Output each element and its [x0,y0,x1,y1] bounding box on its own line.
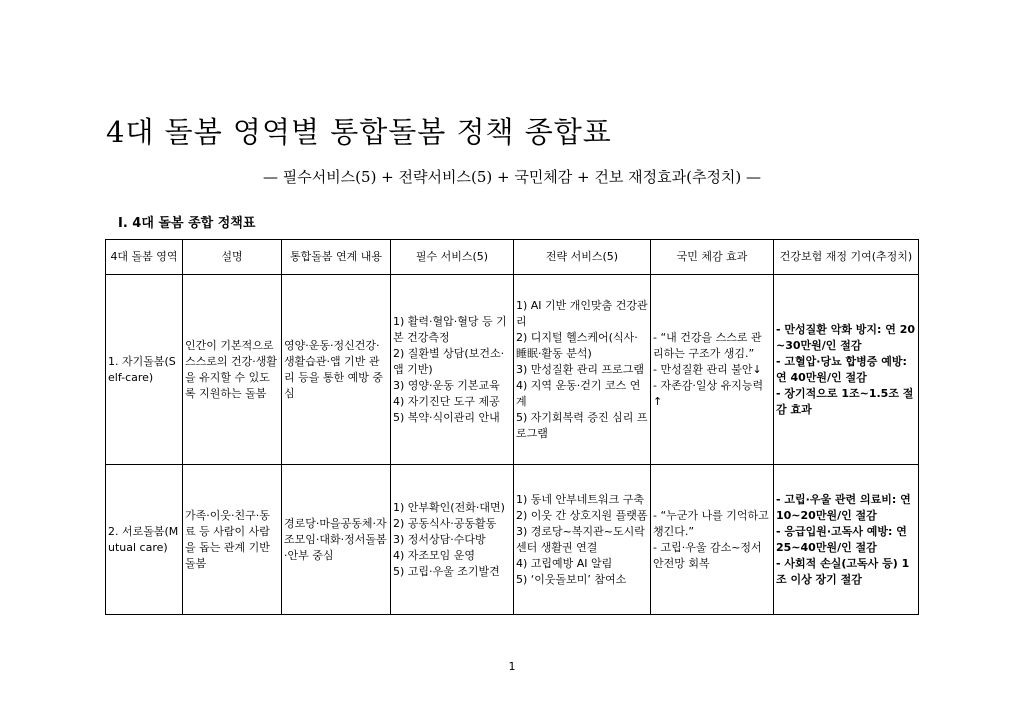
cell-integration: 영양·운동·정신건강·생활습관·앱 기반 관리 등을 통한 예방 중심 [282,275,391,465]
effect-item: - “누군가 나를 기억하고 챙긴다.” [653,508,769,538]
essential-item: 4) 자조모임 운영 [393,548,476,562]
table-row [106,275,919,465]
policy-table [105,239,919,615]
essential-item: 3) 영양·운동 기본교육 [393,378,500,392]
effect-item: - 자존감·일상 유지능력↑ [653,378,764,408]
header-essential: 필수 서비스(5) [391,240,514,275]
cell-essential [391,465,514,615]
finance-item: - 응급입원·고독사 예방: 연 25~40만원/인 절감 [776,524,907,554]
strategic-item: 2) 디지털 헬스케어(식사·睡眠·활동 분석) [516,330,638,360]
cell-area: 2. 서로돌봄(Mutual care) [106,465,183,615]
cell-strategic [514,275,651,465]
cell-effect [651,275,774,465]
table-header-row [106,240,919,275]
strategic-item: 1) AI 기반 개인맞춤 건강관리 [516,298,648,328]
strategic-item: 2) 이웃 간 상호지원 플랫폼 [516,508,648,522]
finance-item: - 고립·우울 관련 의료비: 연 10~20만원/인 절감 [776,492,911,522]
effect-item: - “내 건강을 스스로 관리하는 구조가 생김.” [653,330,762,360]
finance-item: - 사회적 손실(고독사 등) 1조 이상 장기 절감 [776,556,910,586]
cell-area: 1. 자기돌봄(Self-care) [106,275,183,465]
strategic-item: 4) 지역 운동·걷기 코스 연계 [516,378,641,408]
cell-description: 인간이 기본적으로 스스로의 건강·생활을 유지할 수 있도록 지원하는 돌봄 [183,275,282,465]
essential-item: 1) 활력·혈압·혈당 등 기본 건강측정 [393,314,507,344]
page-title: 4대 돌봄 영역별 통합돌봄 정책 종합표 [106,115,612,149]
section-title: Ⅰ. 4대 돌봄 종합 정책표 [118,216,256,231]
essential-item: 1) 안부확인(전화·대면) [393,500,505,514]
cell-effect [651,465,774,615]
essential-item: 4) 자기진단 도구 제공 [393,394,500,408]
header-strategic: 전략 서비스(5) [514,240,651,275]
strategic-item: 5) ‘이웃돌보미’ 참여소 [516,572,627,586]
essential-item: 5) 고립·우울 조기발견 [393,564,500,578]
header-description: 설명 [183,240,282,275]
effect-item: - 고립·우울 감소~정서 안전망 회복 [653,540,762,570]
header-finance: 건강보험 재정 기여(추정치) [774,240,919,275]
effect-item: - 만성질환 관리 불안↓ [653,362,762,376]
strategic-item: 4) 고립예방 AI 알림 [516,556,613,570]
header-area: 4대 돌봄 영역 [106,240,183,275]
cell-finance [774,465,919,615]
finance-item: - 고혈압·당뇨 합병증 예방: 연 40만원/인 절감 [776,354,907,384]
page-subtitle: — 필수서비스(5) + 전략서비스(5) + 국민체감 + 건보 재정효과(추정치) — [262,168,762,186]
page-number: 1 [508,660,516,673]
strategic-item: 3) 만성질환 관리 프로그램 [516,362,645,376]
finance-item: - 만성질환 악화 방지: 연 20~30만원/인 절감 [776,322,916,352]
essential-item: 2) 질환별 상담(보건소·앱 기반) [393,346,505,376]
cell-integration: 경로당·마을공동체·자조모임·대화·정서돌봄·안부 중심 [282,465,391,615]
finance-item: - 장기적으로 1조~1.5조 절감 효과 [776,386,914,416]
essential-item: 3) 정서상담·수다방 [393,532,486,546]
header-integration: 통합돌봄 연계 내용 [282,240,391,275]
cell-essential [391,275,514,465]
essential-item: 5) 복약·식이관리 안내 [393,410,500,424]
cell-finance [774,275,919,465]
table-row [106,465,919,615]
cell-description: 가족·이웃·친구·동료 등 사람이 사람을 돕는 관계 기반 돌봄 [183,465,282,615]
cell-strategic [514,465,651,615]
header-effect: 국민 체감 효과 [651,240,774,275]
strategic-item: 5) 자기회복력 증진 심리 프로그램 [516,410,648,440]
strategic-item: 3) 경로당~복지관~도시락센터 생활권 연결 [516,524,645,554]
strategic-item: 1) 동네 안부네트워크 구축 [516,492,645,506]
essential-item: 2) 공동식사·공동활동 [393,516,497,530]
